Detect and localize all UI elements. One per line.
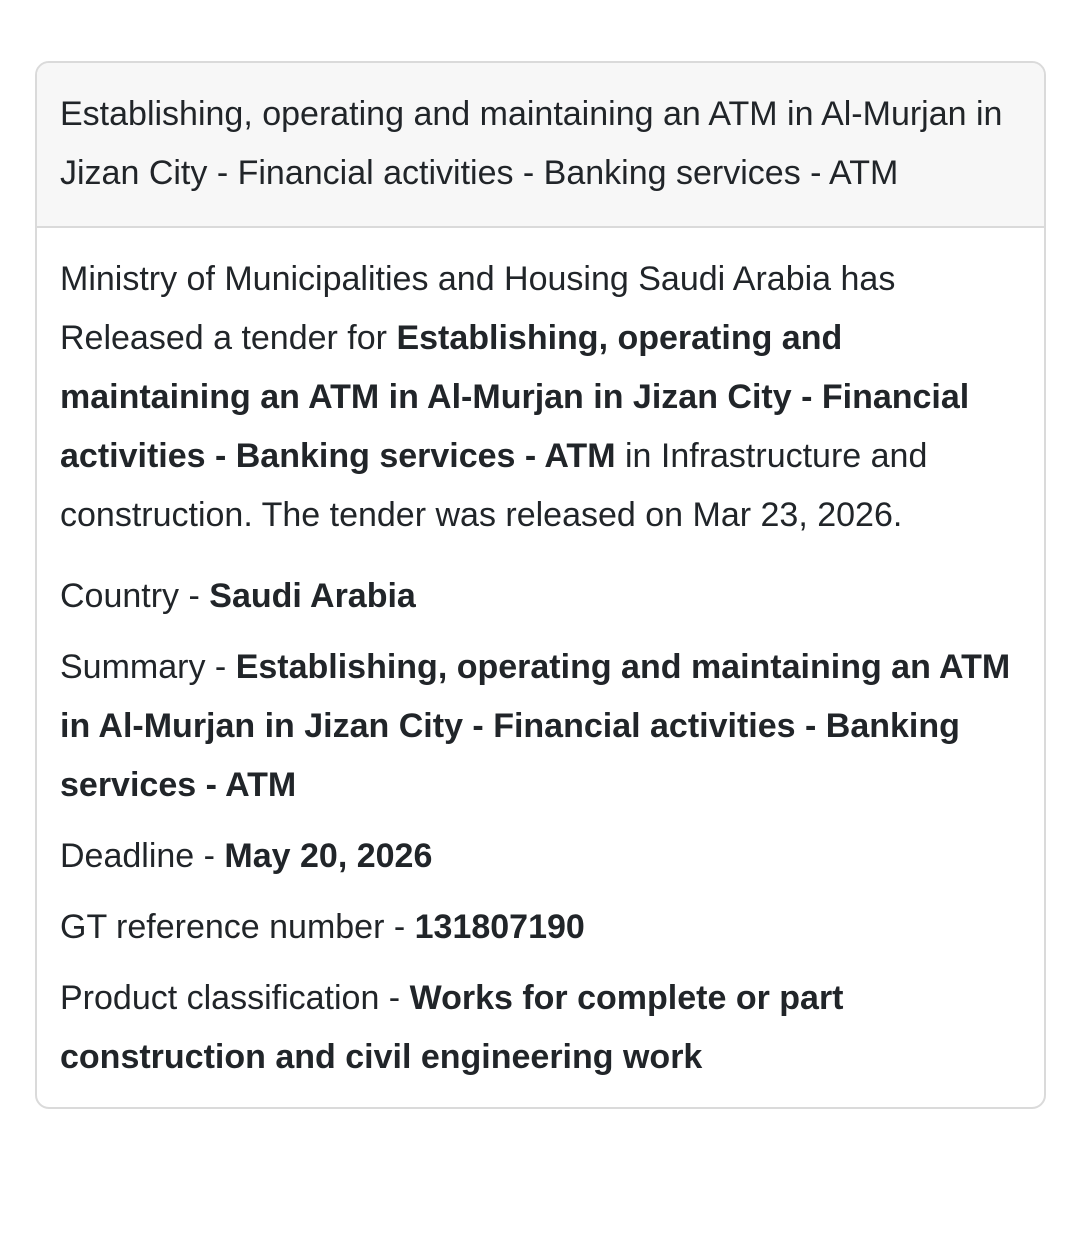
field-value: 131807190	[414, 908, 585, 946]
field-value: May 20, 2026	[224, 837, 433, 875]
field-label: Summary -	[60, 648, 236, 686]
intro-prefix: Ministry of Municipalities and Housing Saudi Arabia has Released a tender for	[60, 260, 896, 357]
field-deadline	[60, 827, 1021, 886]
field-country	[60, 567, 1021, 626]
tender-card	[35, 61, 1046, 1109]
field-label: Product classification -	[60, 979, 410, 1017]
tender-description	[60, 250, 1021, 545]
field-label: Country -	[60, 577, 210, 615]
field-product-classification	[60, 969, 1021, 1087]
field-value: Establishing, operating and maintaining an ATM in Al-Murjan in Jizan City - Financial activities - Banking services - ATM	[60, 648, 1011, 804]
field-label: GT reference number -	[60, 908, 415, 946]
intro-title: Establishing, operating and maintaining an ATM in Al-Murjan in Jizan City - Financial activities - Banking services - ATM	[60, 319, 970, 475]
tender-title: Establishing, operating and maintaining an ATM in Al-Murjan in Jizan City - Financial activities - Banking services - ATM	[37, 63, 1044, 228]
field-reference-number	[60, 898, 1021, 957]
field-label: Deadline -	[60, 837, 225, 875]
field-value: Saudi Arabia	[209, 577, 416, 615]
intro-suffix: in Infrastructure and construction. The tender was released on Mar 23, 2026.	[60, 437, 928, 534]
field-summary	[60, 638, 1021, 815]
field-value: Works for complete or part construction and civil engineering work	[60, 979, 844, 1076]
tender-details	[37, 228, 1044, 1107]
